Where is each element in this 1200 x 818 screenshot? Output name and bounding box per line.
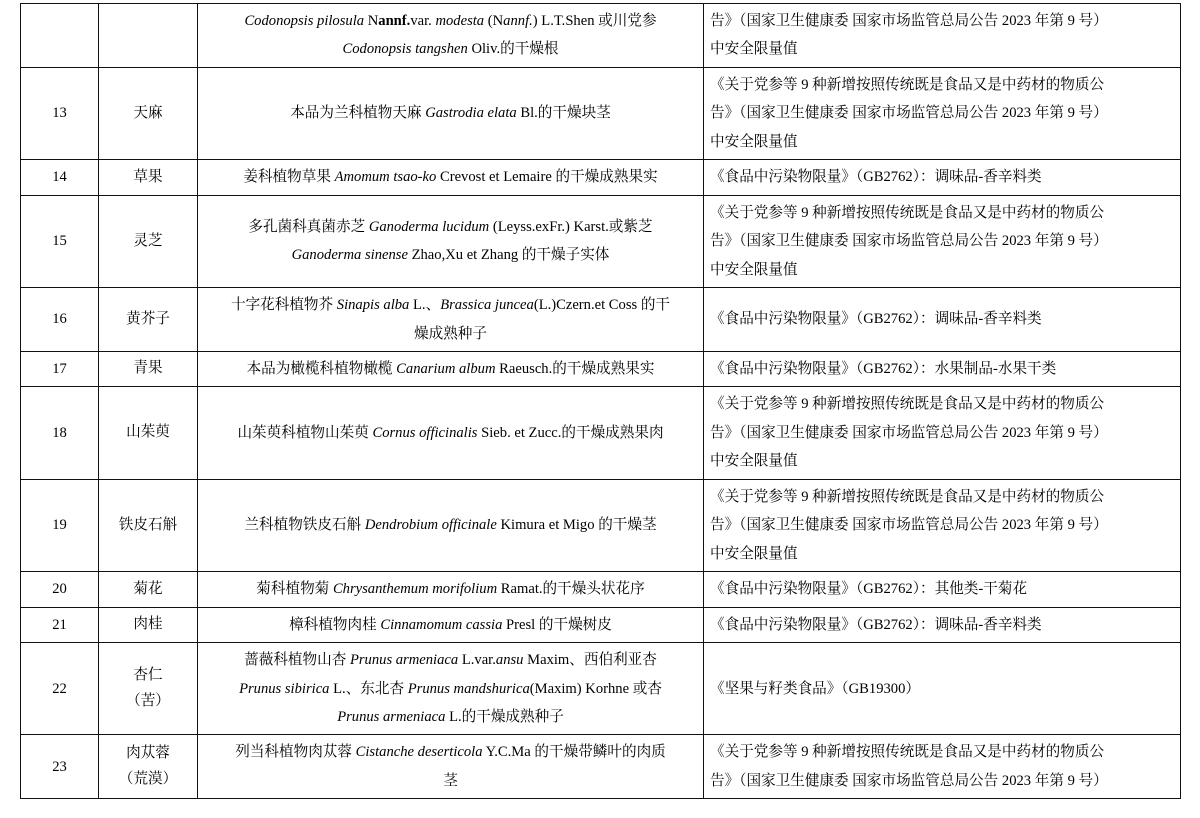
standard-line: 中安全限量值 <box>710 41 798 58</box>
table-row <box>21 4 1181 68</box>
name-line: 菊花 <box>133 580 163 597</box>
description-line: Ganoderma sinense Zhao,Xu et Zhang 的干燥子实体 <box>291 247 610 264</box>
standard-line: 《关于党参等 9 种新增按照传统既是食品又是中药材的物质公 <box>710 396 1105 413</box>
cell-source-description <box>198 351 704 386</box>
cell-substance-name <box>99 643 198 735</box>
cell-substance-name <box>99 387 198 479</box>
standard-line: 《关于党参等 9 种新增按照传统既是食品又是中药材的物质公 <box>710 488 1105 505</box>
cell-serial-number: 21 <box>21 607 99 642</box>
cell-substance-name <box>99 351 198 386</box>
description-line: 兰科植物铁皮石斛 Dendrobium officinale Kimura et Migo 的干燥茎 <box>244 517 657 534</box>
standard-line: 告》（国家卫生健康委 国家市场监管总局公告 2023 年第 9 号） <box>710 233 1108 250</box>
table-row <box>21 195 1181 287</box>
standard-line: 《食品中污染物限量》（GB2762）：调味品-香辛料类 <box>710 616 1042 633</box>
cell-substance-name <box>99 160 198 195</box>
specification-table <box>20 3 1181 799</box>
table-row <box>21 643 1181 735</box>
standard-line: 中安全限量值 <box>710 545 798 562</box>
table-row <box>21 607 1181 642</box>
cell-substance-name <box>99 67 198 159</box>
standard-line: 《食品中污染物限量》（GB2762）：其他类-干菊花 <box>710 581 1028 598</box>
description-line: Codonopsis pilosula Nannf.var. modesta (Nannf.) L.T.Shen 或川党参 <box>244 13 657 29</box>
cell-reference-standard <box>704 160 1181 195</box>
standard-line: 中安全限量值 <box>710 133 798 150</box>
cell-reference-standard <box>704 351 1181 386</box>
name-line: 肉苁蓉 <box>126 745 170 762</box>
cell-source-description <box>198 195 704 287</box>
name-line: 铁皮石斛 <box>118 516 178 533</box>
description-line: 多孔菌科真菌赤芝 Ganoderma lucidum (Leyss.exFr.) Karst.或紫芝 <box>248 218 653 235</box>
standard-line: 告》（国家卫生健康委 国家市场监管总局公告 2023 年第 9 号） <box>710 105 1108 122</box>
standard-line: 《食品中污染物限量》（GB2762）：调味品-香辛料类 <box>710 311 1042 328</box>
name-line: 草果 <box>133 168 163 185</box>
cell-reference-standard <box>704 4 1181 68</box>
cell-substance-name <box>99 479 198 571</box>
standard-line: 告》（国家卫生健康委 国家市场监管总局公告 2023 年第 9 号） <box>710 424 1108 441</box>
table-row <box>21 479 1181 571</box>
cell-serial-number: 18 <box>21 387 99 479</box>
standard-line: 《关于党参等 9 种新增按照传统既是食品又是中药材的物质公 <box>710 76 1105 93</box>
description-line: Codonopsis tangshen Oliv.的干燥根 <box>342 41 559 58</box>
name-line: 天麻 <box>133 104 163 121</box>
name-line: 杏仁 <box>133 667 163 684</box>
table-row <box>21 67 1181 159</box>
description-line: 燥成熟种子 <box>414 325 487 342</box>
name-line: 灵芝 <box>133 232 163 249</box>
description-line: 本品为兰科植物天麻 Gastrodia elata Bl.的干燥块茎 <box>290 105 611 122</box>
description-line: 本品为橄榄科植物橄榄 Canarium album Raeusch.的干燥成熟果实 <box>246 360 655 377</box>
cell-reference-standard <box>704 643 1181 735</box>
table-row <box>21 160 1181 195</box>
cell-substance-name <box>99 607 198 642</box>
cell-reference-standard <box>704 195 1181 287</box>
name-line: （荒漠） <box>118 770 178 787</box>
description-line: 山茱萸科植物山茱萸 Cornus officinalis Sieb. et Zucc.的干燥成熟果肉 <box>237 424 664 441</box>
standard-line: 告》（国家卫生健康委 国家市场监管总局公告 2023 年第 9 号） <box>710 772 1108 789</box>
cell-reference-standard <box>704 479 1181 571</box>
table-row <box>21 572 1181 607</box>
cell-serial-number: 22 <box>21 643 99 735</box>
cell-reference-standard <box>704 387 1181 479</box>
cell-serial-number: 20 <box>21 572 99 607</box>
cell-source-description <box>198 387 704 479</box>
cell-substance-name <box>99 572 198 607</box>
name-line: 山茱萸 <box>126 424 170 441</box>
cell-source-description <box>198 607 704 642</box>
description-line: 姜科植物草果 Amomum tsao-ko Crevost et Lemaire 的干燥成熟果实 <box>243 169 658 186</box>
standard-line: 《关于党参等 9 种新增按照传统既是食品又是中药材的物质公 <box>710 204 1105 221</box>
name-line: 黄芥子 <box>126 310 170 327</box>
cell-reference-standard <box>704 607 1181 642</box>
cell-source-description <box>198 735 704 799</box>
cell-serial-number: 13 <box>21 67 99 159</box>
cell-source-description <box>198 643 704 735</box>
cell-source-description <box>198 288 704 352</box>
cell-source-description <box>198 572 704 607</box>
standard-line: 告》（国家卫生健康委 国家市场监管总局公告 2023 年第 9 号） <box>710 13 1108 29</box>
standard-line: 《关于党参等 9 种新增按照传统既是食品又是中药材的物质公 <box>710 744 1105 761</box>
cell-substance-name <box>99 288 198 352</box>
name-line: （苦） <box>126 692 170 709</box>
table-row <box>21 387 1181 479</box>
name-line: 青果 <box>133 360 163 377</box>
name-line: 肉桂 <box>133 616 163 633</box>
standard-line: 告》（国家卫生健康委 国家市场监管总局公告 2023 年第 9 号） <box>710 517 1108 534</box>
description-line: Prunus armeniaca L.的干燥成熟种子 <box>337 708 564 725</box>
cell-source-description <box>198 4 704 68</box>
cell-source-description <box>198 67 704 159</box>
standard-line: 《食品中污染物限量》（GB2762）：水果制品-水果干类 <box>710 360 1057 377</box>
cell-substance-name <box>99 195 198 287</box>
standard-line: 《坚果与籽类食品》（GB19300） <box>710 680 921 697</box>
cell-serial-number: 17 <box>21 351 99 386</box>
standard-line: 《食品中污染物限量》（GB2762）：调味品-香辛料类 <box>710 169 1042 186</box>
standard-line: 中安全限量值 <box>710 261 798 278</box>
description-line: 茎 <box>443 772 458 789</box>
cell-reference-standard <box>704 572 1181 607</box>
cell-source-description <box>198 160 704 195</box>
standard-line: 中安全限量值 <box>710 453 798 470</box>
cell-reference-standard <box>704 288 1181 352</box>
description-line: 菊科植物菊 Chrysanthemum morifolium Ramat.的干燥头状花序 <box>256 581 645 598</box>
cell-reference-standard <box>704 67 1181 159</box>
cell-source-description <box>198 479 704 571</box>
description-line: 蔷薇科植物山杏 Prunus armeniaca L.var.ansu Maxim、西伯利亚杏 <box>244 652 657 669</box>
table-row <box>21 735 1181 799</box>
description-line: Prunus sibirica L.、东北杏 Prunus mandshurica(Maxim) Korhne 或杏 <box>239 680 662 697</box>
cell-serial-number: 19 <box>21 479 99 571</box>
description-line: 十字花科植物芥 Sinapis alba L.、Brassica juncea(L.)Czern.et Coss 的干 <box>230 297 671 314</box>
cell-serial-number: 16 <box>21 288 99 352</box>
cell-reference-standard <box>704 735 1181 799</box>
cell-serial-number <box>21 4 99 68</box>
cell-serial-number: 14 <box>21 160 99 195</box>
table-row <box>21 351 1181 386</box>
table-row <box>21 288 1181 352</box>
cell-substance-name <box>99 735 198 799</box>
cell-substance-name <box>99 4 198 68</box>
description-line: 樟科植物肉桂 Cinnamomum cassia Presl 的干燥树皮 <box>289 616 612 633</box>
description-line: 列当科植物肉苁蓉 Cistanche deserticola Y.C.Ma 的干燥带鳞叶的肉质 <box>235 744 666 761</box>
cell-serial-number: 23 <box>21 735 99 799</box>
table-body <box>21 4 1181 799</box>
cell-serial-number: 15 <box>21 195 99 287</box>
